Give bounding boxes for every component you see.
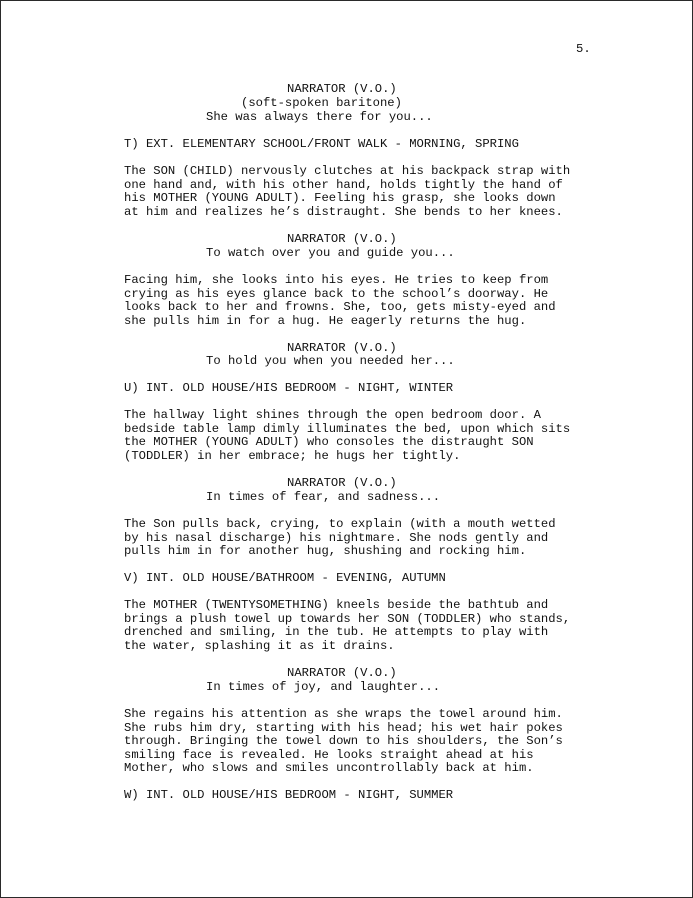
dialogue: She was always there for you...: [206, 110, 433, 124]
dialogue: To watch over you and guide you...: [206, 246, 455, 260]
character-cue: NARRATOR (V.O.): [287, 341, 397, 355]
character-cue: NARRATOR (V.O.): [287, 666, 397, 680]
dialogue: To hold you when you needed her...: [206, 354, 455, 368]
action-paragraph: The hallway light shines through the open bedroom door. A bedside table lamp dimly illuminates the bed, upon which sits the MOTHER (YOUNG ADULT) who consoles the distraught SON (TODDLER) in her embrace; he hugs her tightly.: [124, 408, 571, 463]
dialogue: In times of fear, and sadness...: [206, 490, 441, 504]
character-cue: NARRATOR (V.O.): [287, 476, 397, 490]
action-paragraph: The Son pulls back, crying, to explain (with a mouth wetted by his nasal discharge) his nightmare. She nods gently and pulls him in for another hug, shushing and rocking him.: [124, 517, 556, 559]
scene-heading: T) EXT. ELEMENTARY SCHOOL/FRONT WALK - MORNING, SPRING: [124, 137, 519, 151]
page-number: 5.: [576, 42, 591, 56]
character-cue: NARRATOR (V.O.): [287, 82, 397, 96]
scene-heading: W) INT. OLD HOUSE/HIS BEDROOM - NIGHT, SUMMER: [124, 788, 454, 802]
character-cue: NARRATOR (V.O.): [287, 232, 397, 246]
action-paragraph: The MOTHER (TWENTYSOMETHING) kneels beside the bathtub and brings a plush towel up towards her SON (TODDLER) who stands, drenched and smiling, in the tub. He attempts to play with the water, splashing it as it drains.: [124, 598, 571, 653]
scene-heading: U) INT. OLD HOUSE/HIS BEDROOM - NIGHT, WINTER: [124, 381, 454, 395]
parenthetical: (soft-spoken baritone): [241, 96, 402, 110]
action-paragraph: The SON (CHILD) nervously clutches at his backpack strap with one hand and, with his other hand, holds tightly the hand of his MOTHER (YOUNG ADULT). Feeling his grasp, she looks down at him and realizes he’s distraught. She bends to her knees.: [124, 164, 571, 219]
dialogue: In times of joy, and laughter...: [206, 680, 441, 694]
scene-heading: V) INT. OLD HOUSE/BATHROOM - EVENING, AUTUMN: [124, 571, 446, 585]
action-paragraph: She regains his attention as she wraps the towel around him. She rubs him dry, starting with his head; his wet hair pokes through. Bringing the towel down to his shoulders, the Son’s smiling face is revealed. He looks straight ahead at his Mother, who slows and smiles uncontrollably back at him.: [124, 707, 563, 776]
action-paragraph: Facing him, she looks into his eyes. He tries to keep from crying as his eyes glance back to the school’s doorway. He looks back to her and frowns. She, too, gets misty-eyed and she pulls him in for a hug. He eagerly returns the hug.: [124, 273, 556, 328]
